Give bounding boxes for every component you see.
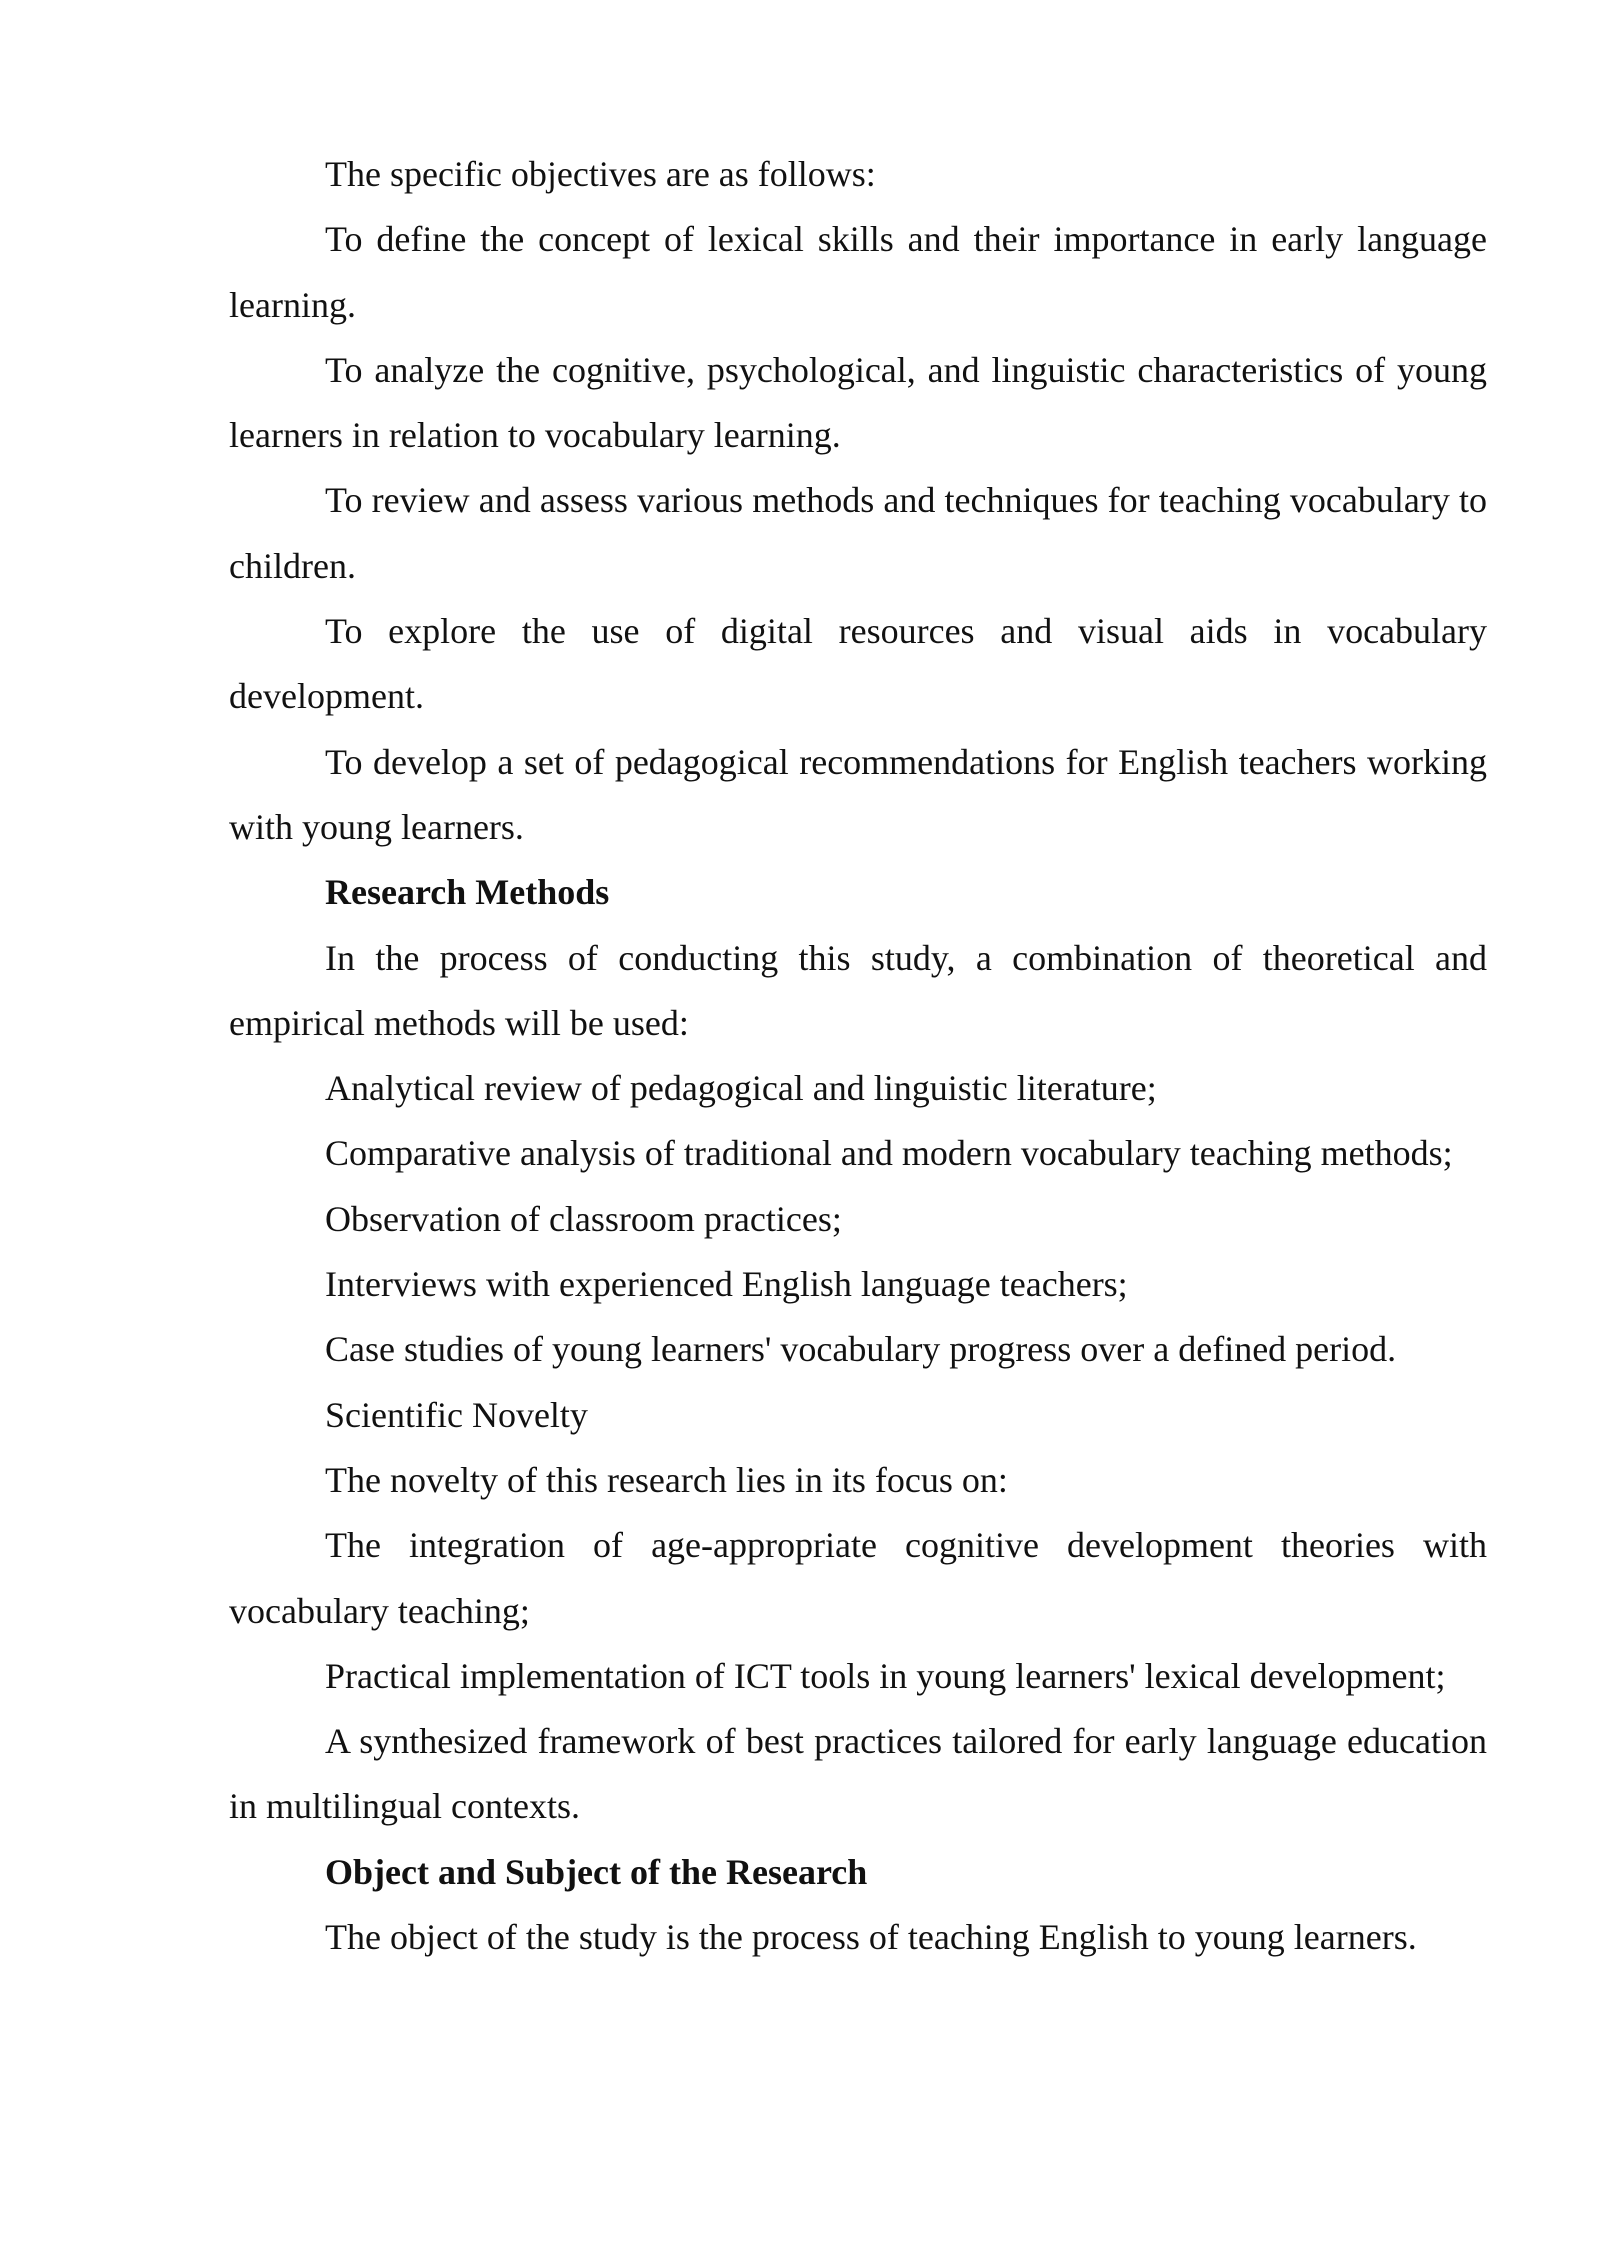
objective-item: To analyze the cognitive, psychological, and linguistic characteristics of young learners in relation to vocabulary learning. xyxy=(229,349,1487,456)
method-item: Comparative analysis of traditional and modern vocabulary teaching methods; xyxy=(325,1133,1453,1174)
paragraph: In the process of conducting this study, a combination of theoretical and empirical methods will be used: xyxy=(229,937,1487,1043)
method-item: Interviews with experienced English language teachers; xyxy=(325,1264,1128,1305)
novelty-item: Practical implementation of ICT tools in young learners' lexical development; xyxy=(325,1655,1446,1696)
document-body xyxy=(229,142,1487,1970)
novelty-item: The integration of age-appropriate cognitive development theories with vocabulary teaching; xyxy=(229,1525,1487,1631)
method-item: Case studies of young learners' vocabulary progress over a defined period. xyxy=(325,1329,1397,1370)
section-heading-scientific-novelty: Scientific Novelty xyxy=(325,1394,588,1435)
section-heading-research-methods: Research Methods xyxy=(325,872,610,913)
novelty-item: A synthesized framework of best practices tailored for early language education in multilingual contexts. xyxy=(229,1721,1487,1827)
objective-item: To define the concept of lexical skills and their importance in early language learning. xyxy=(229,219,1487,325)
section-heading-object-subject: Object and Subject of the Research xyxy=(325,1851,868,1892)
objectives-intro: The specific objectives are as follows: xyxy=(325,154,876,194)
method-item: Analytical review of pedagogical and linguistic literature; xyxy=(325,1068,1157,1109)
paragraph: The object of the study is the process of teaching English to young learners. xyxy=(325,1917,1417,1958)
paragraph: The novelty of this research lies in its focus on: xyxy=(325,1459,1008,1500)
objective-item: To review and assess various methods and techniques for teaching vocabulary to children. xyxy=(229,480,1487,586)
method-item: Observation of classroom practices; xyxy=(325,1198,842,1239)
objective-item: To develop a set of pedagogical recommendations for English teachers working with young learners. xyxy=(229,741,1487,847)
objective-item: To explore the use of digital resources and visual aids in vocabulary development. xyxy=(229,611,1487,717)
